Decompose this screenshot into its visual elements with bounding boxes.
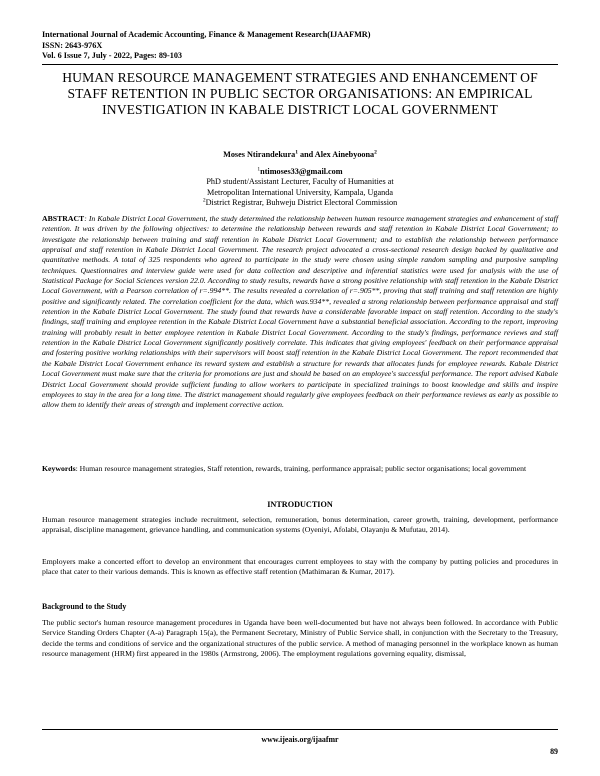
paper-title: HUMAN RESOURCE MANAGEMENT STRATEGIES AND ENHANCEMENT OF STAFF RETENTION IN PUBLIC SECTOR ORGANISATIONS: AN EMPIRICAL INVESTIGATION IN KABALE DISTRICT LOCAL GOVERNMENT bbox=[62, 70, 538, 117]
keywords-label: Keywords bbox=[42, 464, 76, 473]
affiliation-line-2: Metropolitan International University, Kampala, Uganda bbox=[207, 187, 393, 197]
journal-volume: Vol. 6 Issue 7, July - 2022, Pages: 89-103 bbox=[42, 51, 183, 60]
abstract bbox=[42, 214, 558, 411]
journal-name: International Journal of Academic Accounting, Finance & Management Research(IJAAFMR) bbox=[42, 30, 371, 39]
author-1: Moses Ntirandekura bbox=[223, 150, 296, 159]
header-rule bbox=[42, 64, 558, 65]
introduction-heading: INTRODUCTION bbox=[267, 500, 333, 509]
affiliation-line-1: PhD student/Assistant Lecturer, Faculty of Humanities at bbox=[206, 177, 394, 187]
footer-rule bbox=[42, 729, 558, 730]
background-para-1: The public sector's human resource management procedures in Uganda have been well-documented but have not always been followed. In accordance with Public Service Standing Orders Chapter (A-a) Paragraph 15(a), the Permanent Secretary, Ministry of Public Service shall, in conjunction with the Secretary to the Treasury, decide the terms and conditions of service and the organizational structures of the public service. A method of managing personnel in the workplace known as human resource management (HRM) first appeared in the 1980s (Armstrong, 2006). The employment regulations governing equality, dismissal, bbox=[42, 618, 558, 659]
background-heading: Background to the Study bbox=[42, 602, 127, 611]
keywords-text: : Human resource management strategies, Staff retention, rewards, training, performance appraisal; public sector organisations; local government bbox=[75, 464, 527, 473]
introduction-para-2: Employers make a concerted effort to develop an environment that encourages current employees to stay with the company by putting policies and procedures in place that cater to their various demands. This is known as effective staff retention (Mathimaran & Kumar, 2017). bbox=[42, 557, 558, 577]
author-line: Moses Ntirandekura$^1$ and Alex Ainebyoona$^2$ bbox=[223, 149, 377, 159]
abstract-text: : In Kabale District Local Government, the study determined the relationship between human resource management strategies and enhancement of staff retention. It was driven by the following objectives: to determine the relationship between rewards and staff retention in Kabale District Local Government; to investigate the relationship between training and staff retention in Kabale District Local Government; and to establish the relationship between performance appraisal and staff retention in Kabale District Local Government. The research project advocated a cross-sectional research design backed by qualitative and quantitative methods. A total of 325 respondents who agreed to participate in the study were chosen using simple random sampling and purposive sampling techniques. Questionnaires and interview guide were used for data collection and descriptive and inferential statistics were used for analysis with the use of Statistical Package for Social Sciences version 22.0. According to study results, rewards have a strong positive relationship with staff retention in the Kabale District Local Government, with a Pearson correlation of r=.994**. The results revealed a correlation of r=.905**, proving that staff training and staff retention are highly positive and significantly related. The correlation coefficient for the data, which was.934**, revealed a strong relationship between performance appraisal and staff retention in the Kabale District Local Government. The study found that rewards have a considerable favorable impact on staff retention. According to the study's findings, staff training and employee retention in the Kabale District Local Government have a substantial beneficial association. According to the report, improving training will probably result in better employee retention in Kabale District Local Government. According to the study's findings, performance reviews and staff retention in the Kabale District Local Government significantly positively correlate. This indicates that giving employees' feedback on their performance appraisal and fostering positive working relationships with their supervisors will boost staff retention in the Kabale District Local Government. The report recommended that the Kabale District Local Government enhance its reward system and establish a structure for rewards that allocates funds for employee rewards. Kabale District Local Government must make sure that the criteria for promotions are just and should be based on an employee's successful performance. The report advised Kabale District Local Government should provide sufficient funding to allow workers to participate in specialized trainings to boost knowledge and skills and inspire employees to stay in the area for a long time. The district management should regularly give employees feedback on their performance reviews as early as possible to allow them to identify their areas of strength and implement corrective action. bbox=[42, 214, 558, 410]
affiliation-line-3: District Registrar, Buhweju District Electoral Commission bbox=[205, 197, 398, 207]
keywords bbox=[42, 464, 558, 474]
abstract-label: ABSTRACT bbox=[42, 214, 85, 223]
introduction-para-1: Human resource management strategies include recruitment, selection, remuneration, bonus determination, career growth, training, development, performance appraisal, discipline management, grievance handling, and communication systems (Oyeniyi, Afolabi, Olayanju & Mufutau, 2014). bbox=[42, 515, 558, 535]
page-number: 89 bbox=[550, 747, 558, 756]
affiliation-block: $^1$ntimoses33@gmail.com PhD student/Assistant Lecturer, Faculty of Humanities at Metropolitan International University, Kampala, Uganda $^2$District Registrar, Buhweju District Electoral Commission bbox=[0, 167, 600, 208]
journal-issn: ISSN: 2643-976X bbox=[42, 40, 103, 50]
author-email: ntimoses33@gmail.com bbox=[260, 167, 343, 176]
footer-url: www.ijeais.org/ijaafmr bbox=[261, 735, 339, 744]
journal-header bbox=[42, 30, 370, 62]
author-2: Alex Ainebyoona bbox=[314, 150, 375, 159]
